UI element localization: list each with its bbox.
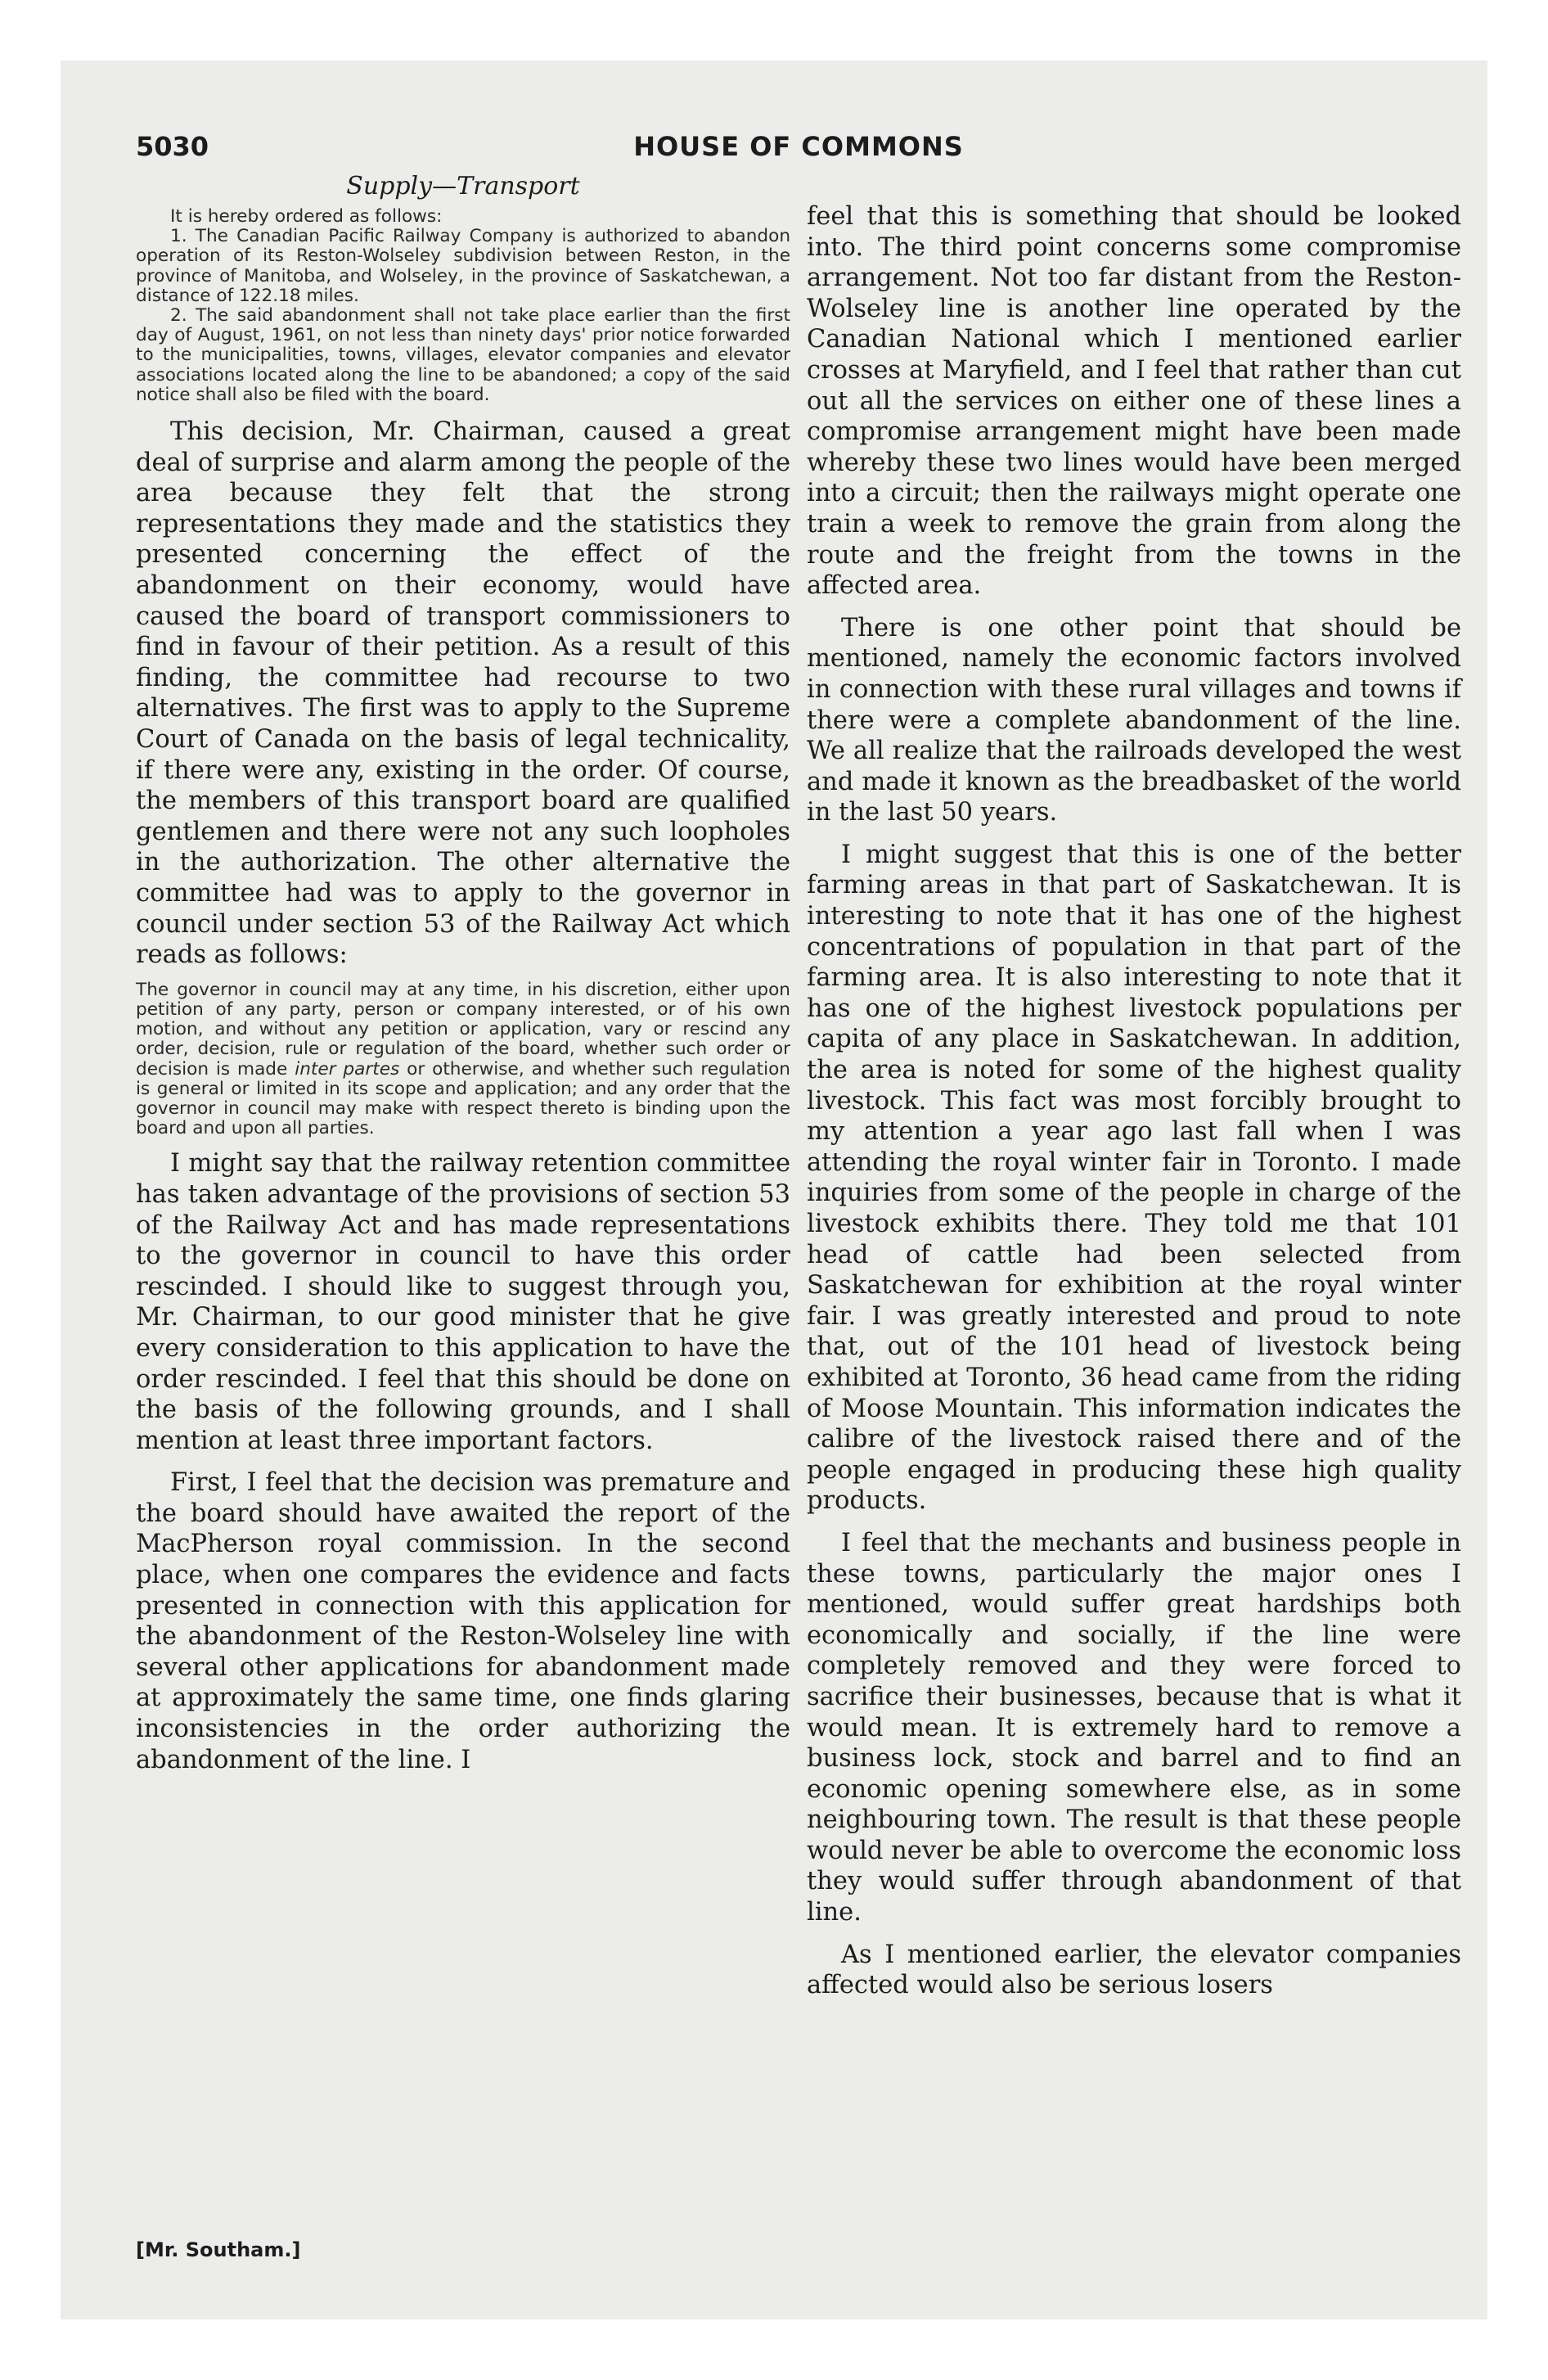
paragraph: I might say that the railway retention committee has taken advantage of the provisions of section 53 of the Railway Act and has made representations to the governor in council to have this order rescinded. I should like to suggest through you, Mr. Chairman, to our good minister that he give every consideration to this application to have the order rescinded. I feel that this should be done on the basis of the following grounds, and I shall mention at least three important factors.: [136, 1149, 790, 1455]
quote-text: The governor in council may at any time, in his discretion, either upon petition of any party, person or company interested, or of his own motion, and without any petition or application, vary or rescind any order, decision, rule or regulation of the board, whether such order or decision is made: [136, 979, 790, 1080]
paragraph: As I mentioned earlier, the elevator companies affected would also be serious losers: [807, 1940, 1461, 2000]
right-column: [807, 201, 1461, 2001]
paragraph: There is one other point that should be mentioned, namely the economic factors involved in connection with these rural villages and towns if there were a complete abandonment of the line. We all realize that the railroads developed the west and made it known as the breadbasket of the world in the last 50 years.: [807, 613, 1461, 827]
quoted-statute: [136, 980, 790, 1139]
paragraph: First, I feel that the decision was premature and the board should have awaited the report of the MacPherson royal commission. In the second place, when one compares the evidence and facts presented in connection with this application for the abandonment of the Reston-Wolseley line with several other applications for abandonment made at approximately the same time, one finds glaring inconsistencies in the order authorizing the abandonment of the line. I: [136, 1468, 790, 1774]
paragraph: I feel that the mechants and business people in these towns, particularly the major ones I mentioned, would suffer great hardships both economically and socially, if the line were completely removed and they were forced to sacrifice their businesses, because that is what it would mean. It is extremely hard to remove a business lock, stock and barrel and to find an economic opening somewhere else, as in some neighbouring town. The result is that these people would never be able to overcome the economic loss they would suffer through abandonment of that line.: [807, 1528, 1461, 1927]
section-heading: Supply—Transport: [346, 172, 580, 201]
quote-italic-text: inter partes: [295, 1058, 400, 1080]
page-number: 5030: [136, 131, 209, 162]
quote-text-continued: or otherwise, and whether such regulation is general or limited in its scope and application; and any order that the governor in council may make with respect thereto is binding upon the board and upon all parties.: [136, 1058, 790, 1139]
paragraph: I might suggest that this is one of the better farming areas in that part of Saskatchewan. It is interesting to note that it has one of the highest concentrations of population in that part of the farming area. It is also interesting to note that it has one of the highest livestock populations per capita of any place in Saskatchewan. In addition, the area is noted for some of the highest quality livestock. This fact was most forcibly brought to my attention a year ago last fall when I was attending the royal winter fair in Toronto. I made inquiries from some of the people in charge of the livestock exhibits there. They told me that 101 head of cattle had been selected from Saskatchewan for exhibition at the royal winter fair. I was greatly interested and proud to note that, out of the 101 head of livestock being exhibited at Toronto, 36 head came from the riding of Moose Mountain. This information indicates the calibre of the livestock raised there and of the people engaged in producing these high quality products.: [807, 840, 1461, 1516]
order-item-1: 1. The Canadian Pacific Railway Company is authorized to abandon operation of its Reston-Wolseley subdivision between Reston, in the province of Manitoba, and Wolseley, in the province of Saskatchewan, a distance of 122.18 miles.: [136, 226, 790, 306]
paragraph: feel that this is something that should be looked into. The third point concerns some compromise arrangement. Not too far distant from the Reston-Wolseley line is another line operated by the Canadian National which I mentioned earlier crosses at Maryfield, and I feel that rather than cut out all the services on either one of these lines a compromise arrangement might have been made whereby these two lines would have been merged into a circuit; then the railways might operate one train a week to remove the grain from along the route and the freight from the towns in the affected area.: [807, 202, 1461, 601]
left-column: [136, 172, 790, 1775]
paragraph: This decision, Mr. Chairman, caused a great deal of surprise and alarm among the people of the area because they felt that the strong representations they made and the statistics they presented concerning the effect of the abandonment on their economy, would have caused the board of transport commissioners to find in favour of their petition. As a result of this finding, the committee had recourse to two alternatives. The first was to apply to the Supreme Court of Canada on the basis of legal technicality, if there were any, existing in the order. Of course, the members of this transport board are qualified gentlemen and there were not any such loopholes in the authorization. The other alternative the committee had was to apply to the governor in council under section 53 of the Railway Act which reads as follows:: [136, 417, 790, 970]
speaker-footer: [Mr. Southam.]: [136, 2238, 301, 2261]
order-intro: It is hereby ordered as follows:: [170, 206, 443, 227]
order-item-2: 2. The said abandonment shall not take place earlier than the first day of August, 1961, on not less than ninety days' prior notice forwarded to the municipalities, towns, villages, elevator companies and elevator associations located along the line to be abandoned; a copy of the said notice shall also be filed with the board.: [136, 305, 790, 405]
running-head: HOUSE OF COMMONS: [633, 131, 964, 162]
